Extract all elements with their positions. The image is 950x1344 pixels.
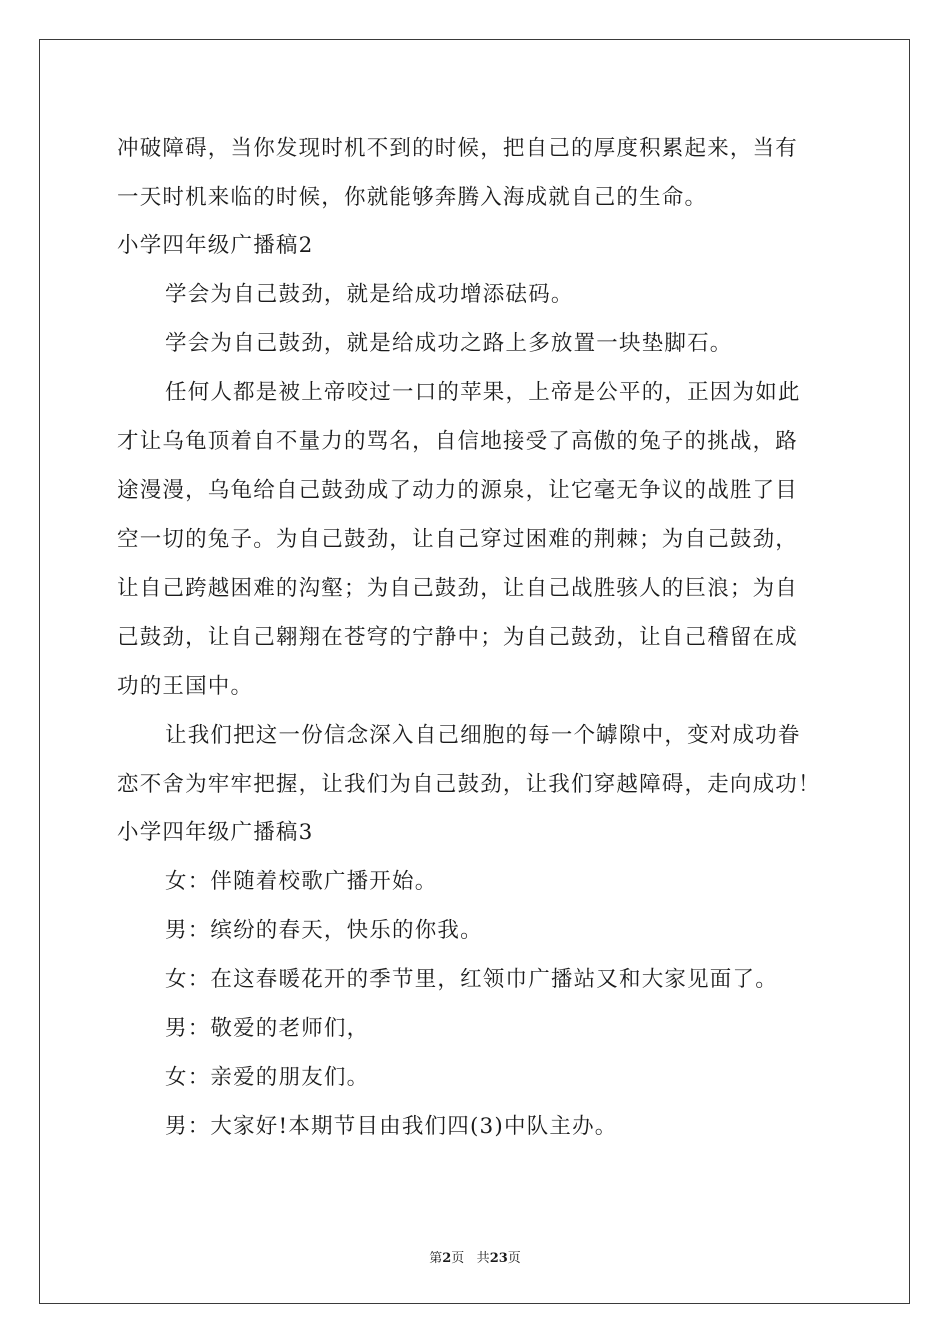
dialogue-line: 男：大家好!本期节目由我们四(3)中队主办。	[165, 1114, 618, 1139]
page-footer	[0, 1247, 950, 1266]
text-line: 学会为自己鼓劲，就是给成功之路上多放置一块垫脚石。	[165, 331, 733, 356]
text-line: 冲破障碍，当你发现时机不到的时候，把自己的厚度积累起来，当有	[117, 136, 799, 161]
text-line: 空一切的兔子。为自己鼓劲，让自己穿过困难的荆棘；为自己鼓劲，	[117, 527, 799, 552]
document-body	[117, 124, 833, 1151]
footer-total-unit: 页	[507, 1251, 521, 1266]
text-line: 途漫漫，乌龟给自己鼓劲成了动力的源泉，让它毫无争议的战胜了目	[117, 478, 799, 503]
footer-total-prefix: 共	[476, 1251, 490, 1266]
text-line: 学会为自己鼓劲，就是给成功增添砝码。	[165, 282, 574, 307]
footer-page-unit: 页	[451, 1251, 465, 1266]
text-line: 让我们把这一份信念深入自己细胞的每一个罅隙中，变对成功眷	[165, 723, 801, 748]
total-pages: 23	[489, 1251, 508, 1266]
section-heading: 小学四年级广播稿2	[117, 233, 314, 258]
dialogue-line: 女：在这春暖花开的季节里，红领巾广播站又和大家见面了。	[165, 967, 778, 992]
text-line: 恋不舍为牢牢把握，让我们为自己鼓劲，让我们穿越障碍，走向成功！	[117, 772, 821, 797]
dialogue-line: 女：亲爱的朋友们。	[165, 1065, 370, 1090]
text-line: 任何人都是被上帝咬过一口的苹果，上帝是公平的，正因为如此	[165, 380, 801, 405]
text-line: 一天时机来临的时候，你就能够奔腾入海成就自己的生命。	[117, 185, 708, 210]
footer-prefix: 第	[429, 1251, 443, 1266]
text-line: 功的王国中。	[117, 674, 254, 699]
dialogue-line: 男：缤纷的春天，快乐的你我。	[165, 918, 483, 943]
dialogue-line: 女：伴随着校歌广播开始。	[165, 869, 438, 894]
text-line: 己鼓劲，让自己翱翔在苍穹的宁静中；为自己鼓劲，让自己稽留在成	[117, 625, 799, 650]
text-line: 让自己跨越困难的沟壑；为自己鼓劲，让自己战胜骇人的巨浪；为自	[117, 576, 799, 601]
section-heading: 小学四年级广播稿3	[117, 820, 314, 845]
text-line: 才让乌龟顶着自不量力的骂名，自信地接受了高傲的兔子的挑战，路	[117, 429, 799, 454]
dialogue-line: 男：敬爱的老师们，	[165, 1016, 370, 1041]
page-number: 2	[442, 1251, 452, 1266]
